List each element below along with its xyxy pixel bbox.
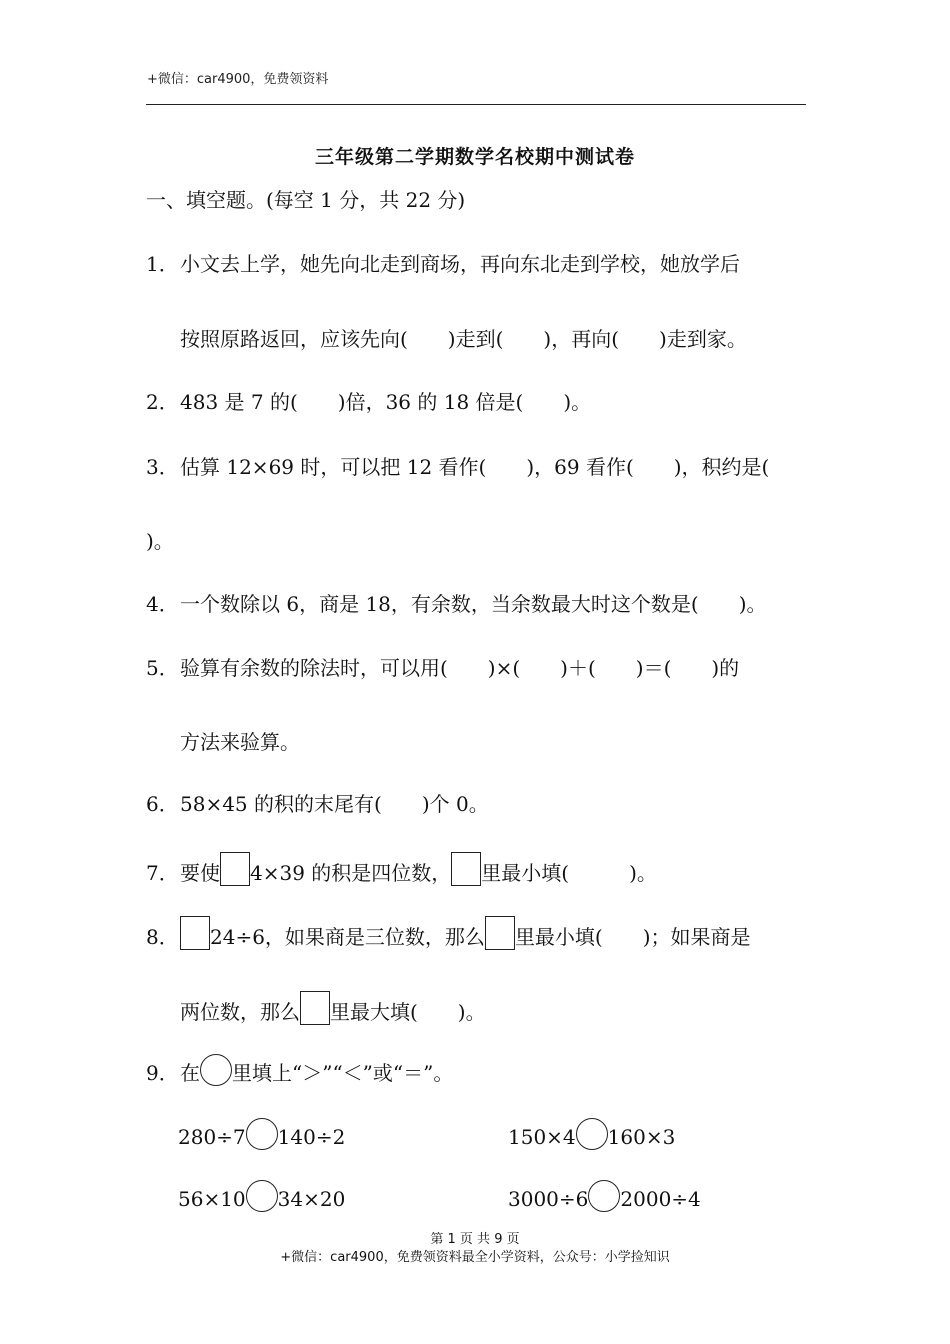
- question-number: 4．: [146, 592, 179, 616]
- question-text: 里最大填( )。: [330, 1000, 486, 1024]
- question-number: 9．: [146, 1061, 179, 1085]
- compare-item: [178, 1180, 345, 1213]
- question-text: 一个数除以 6，商是 18，有余数，当余数最大时这个数是( )。: [180, 592, 767, 616]
- question-text: 里填上“＞”“＜”或“＝”。: [232, 1061, 454, 1085]
- question-text: 里最小填( )；如果商是: [514, 925, 751, 949]
- compare-left: 56×10: [178, 1187, 246, 1211]
- question-text: 483 是 7 的( )倍，36 的 18 倍是( )。: [180, 390, 592, 414]
- compare-item: [508, 1118, 675, 1151]
- question-3: [146, 453, 769, 481]
- question-text: 验算有余数的除法时，可以用( )×( )＋( )＝( )的: [180, 656, 740, 680]
- question-8: [146, 916, 751, 951]
- question-1: [146, 250, 740, 278]
- question-8-line2: [180, 991, 486, 1026]
- compare-right: 2000÷4: [620, 1187, 701, 1211]
- question-3-line2: )。: [146, 529, 174, 553]
- question-number: 2．: [146, 390, 179, 414]
- question-9: [146, 1054, 453, 1087]
- question-text: 58×45 的积的末尾有( )个 0。: [180, 792, 489, 816]
- question-5-line2: 方法来验算。: [180, 730, 300, 754]
- question-number: 1．: [146, 252, 179, 276]
- compare-item: [178, 1118, 345, 1151]
- blank-circle: [200, 1054, 232, 1086]
- question-number: 3．: [146, 455, 179, 479]
- compare-left: 150×4: [508, 1125, 576, 1149]
- compare-circle[interactable]: [246, 1180, 278, 1212]
- blank-box[interactable]: [220, 852, 250, 886]
- compare-left: 3000÷6: [508, 1187, 589, 1211]
- compare-circle[interactable]: [246, 1118, 278, 1150]
- question-text: 估算 12×69 时，可以把 12 看作( )，69 看作( )，积约是(: [180, 455, 770, 479]
- compare-right: 160×3: [607, 1125, 676, 1149]
- question-text: 小文去上学，她先向北走到商场，再向东北走到学校，她放学后: [180, 252, 740, 276]
- question-number: 8．: [146, 925, 179, 949]
- compare-left: 280÷7: [178, 1125, 246, 1149]
- question-5: [146, 654, 739, 682]
- question-text: 4×39 的积是四位数，: [250, 861, 452, 885]
- footer-watermark: +微信：car4900，免费领资料最全小学资料，公众号：小学捡知识: [280, 1250, 670, 1265]
- compare-right: 140÷2: [277, 1125, 346, 1149]
- question-number: 7．: [146, 861, 179, 885]
- question-2: [146, 388, 591, 416]
- header-watermark: +微信：car4900，免费领资料: [147, 72, 329, 87]
- question-4: [146, 590, 767, 618]
- blank-box[interactable]: [451, 852, 481, 886]
- question-number: 6．: [146, 792, 179, 816]
- question-text: 两位数，那么: [180, 1000, 300, 1024]
- blank-box[interactable]: [485, 916, 515, 950]
- section-heading: 一、填空题。(每空 1 分，共 22 分): [146, 188, 466, 212]
- page-title: 三年级第二学期数学名校期中测试卷: [314, 146, 635, 168]
- compare-circle[interactable]: [588, 1180, 620, 1212]
- compare-item: [508, 1180, 701, 1213]
- question-text: 在: [180, 1061, 200, 1085]
- question-1-line2: 按照原路返回，应该先向( )走到( )，再向( )走到家。: [180, 327, 747, 351]
- compare-circle[interactable]: [576, 1118, 608, 1150]
- header-rule: [146, 104, 806, 105]
- question-number: 5．: [146, 656, 179, 680]
- question-text: 里最小填( )。: [481, 861, 657, 885]
- page-number: 第 1 页 共 9 页: [430, 1232, 520, 1247]
- blank-box[interactable]: [300, 991, 330, 1025]
- question-6: [146, 790, 489, 818]
- question-text: 要使: [180, 861, 220, 885]
- question-text: 24÷6，如果商是三位数，那么: [210, 925, 485, 949]
- question-7: [146, 852, 657, 887]
- blank-box[interactable]: [180, 916, 210, 950]
- compare-right: 34×20: [277, 1187, 346, 1211]
